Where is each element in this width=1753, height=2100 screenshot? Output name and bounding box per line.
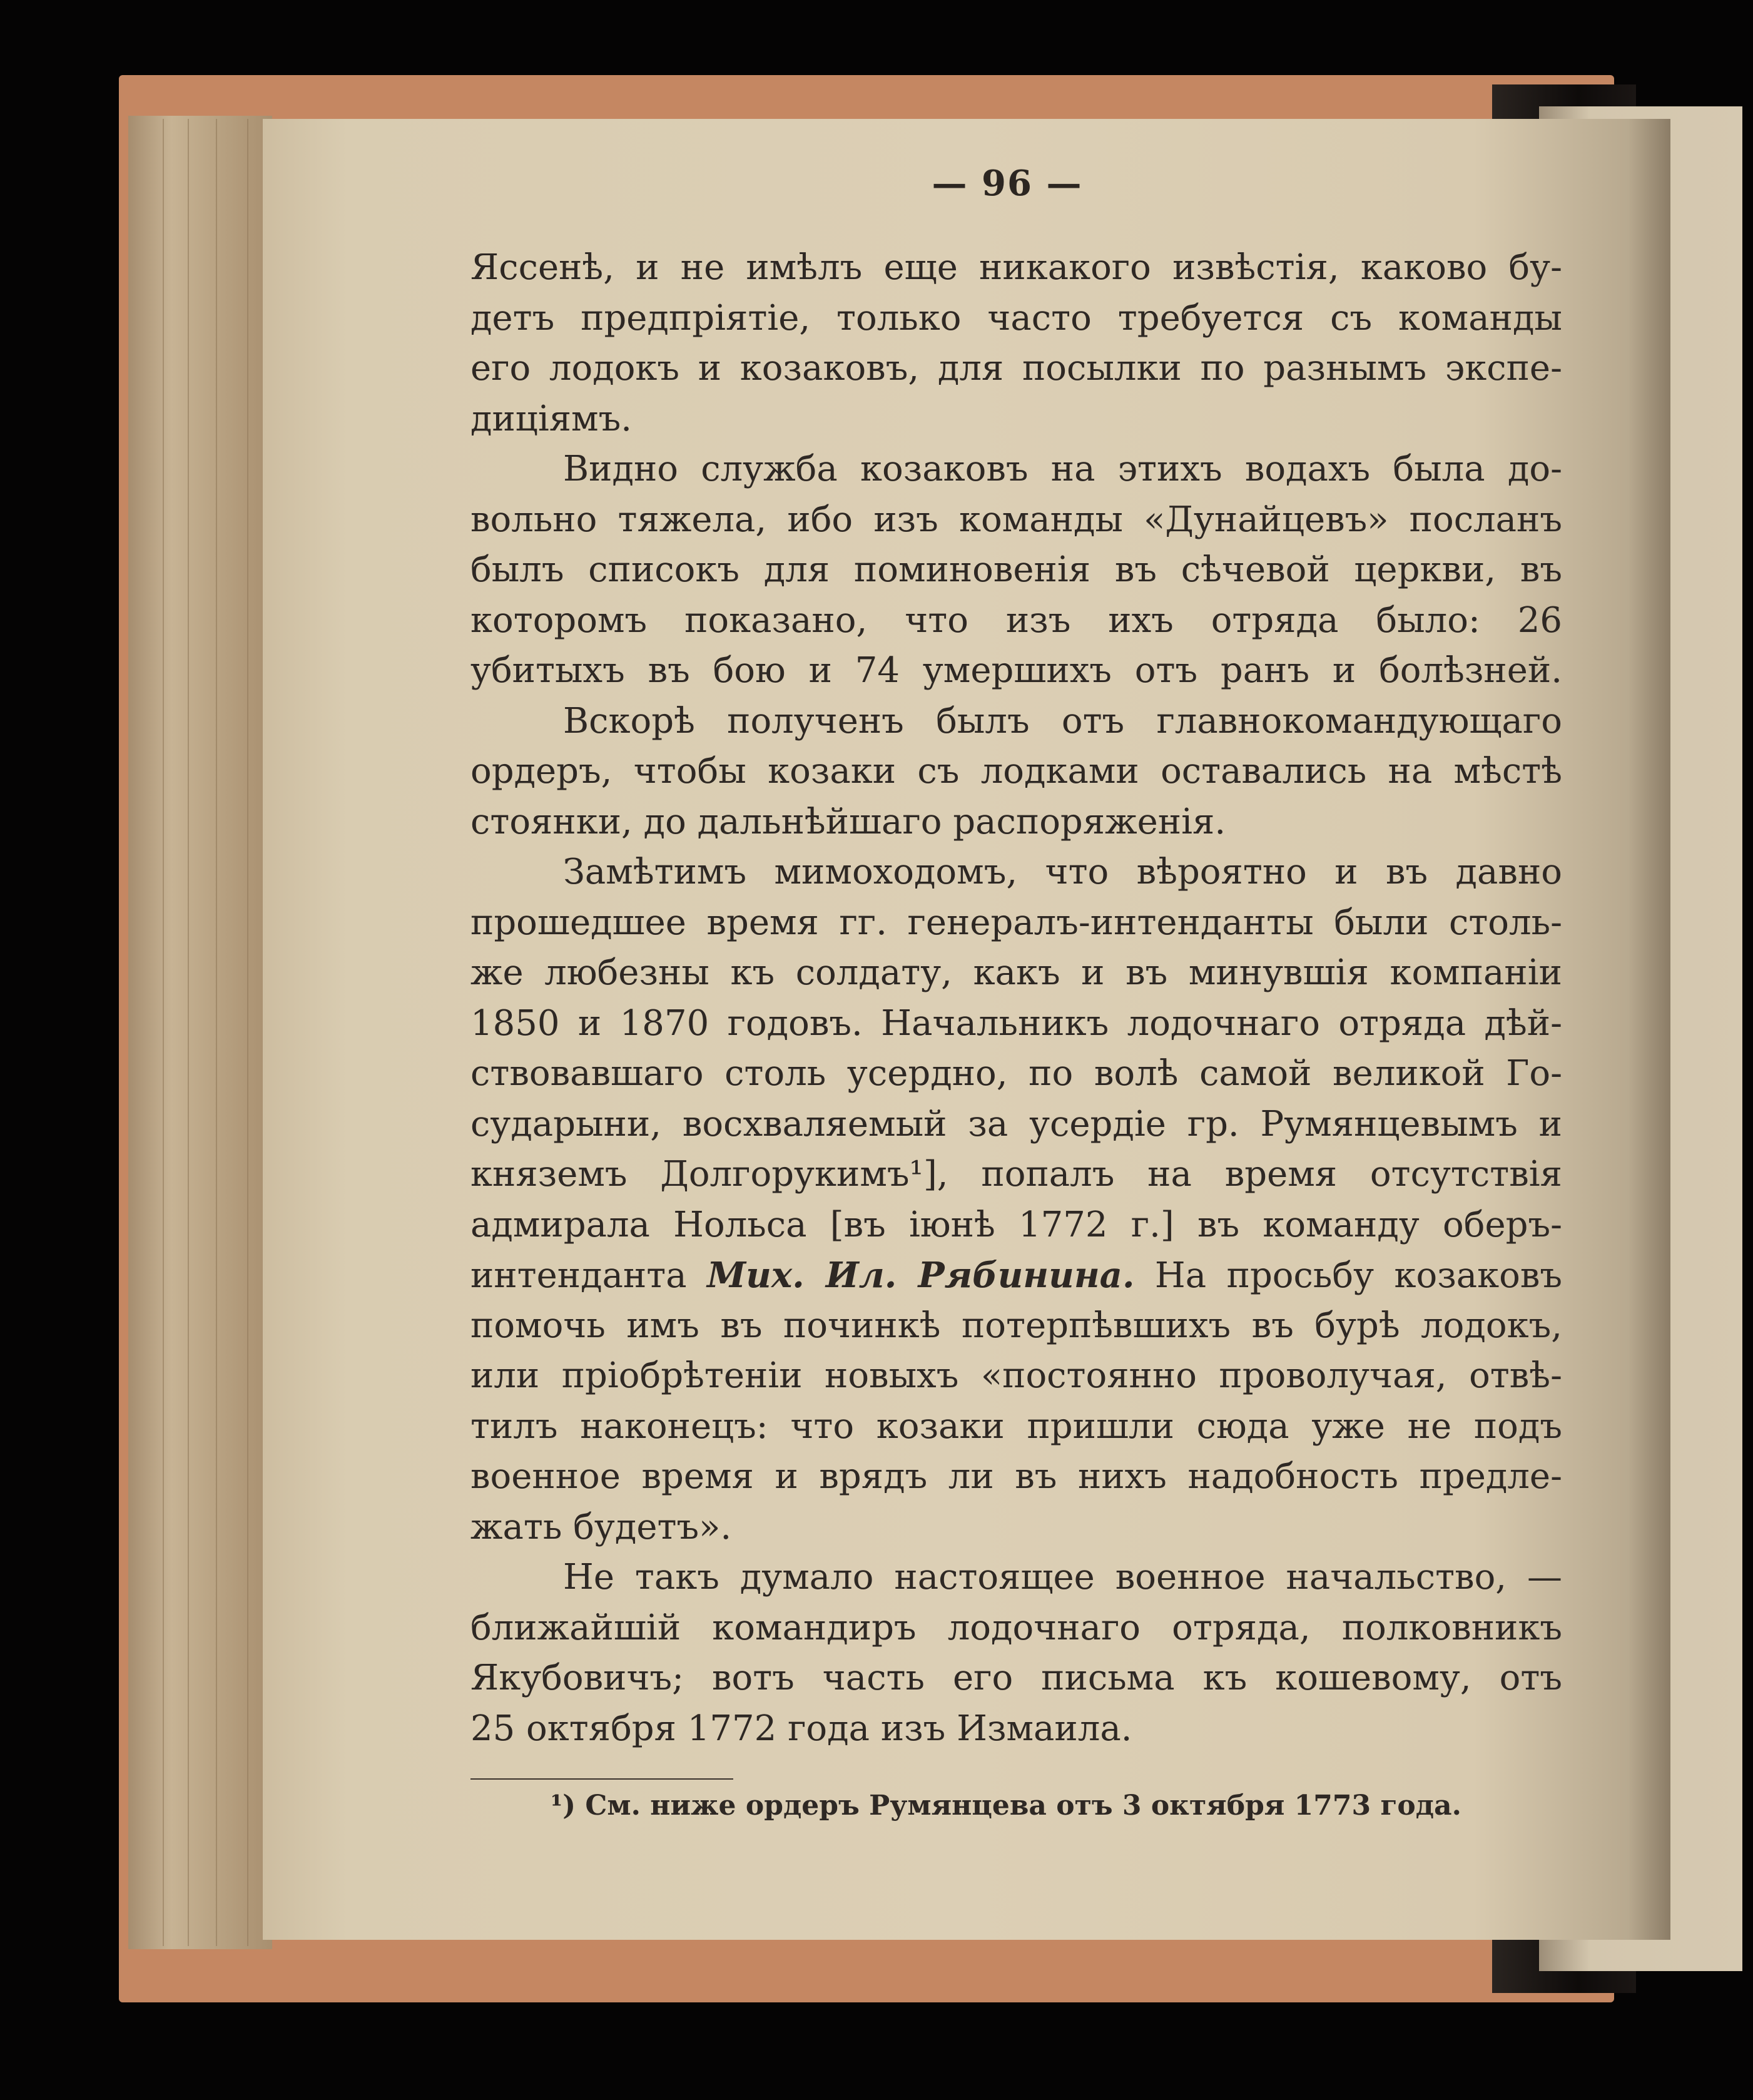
text-segment: На просьбу козаковъ: [1134, 1255, 1563, 1296]
footnote-rule: [470, 1778, 733, 1780]
page-number: — 96 —: [932, 163, 1083, 204]
italic-name: Мих. Ил. Рябинина.: [707, 1255, 1135, 1296]
page-edge-line: [163, 119, 164, 1946]
page-edge-line: [216, 119, 217, 1946]
text-line: убитыхъ въ бою и 74 умершихъ отъ ранъ и болѣзней.: [470, 650, 1562, 691]
text-line: военное время и врядъ ли въ нихъ надобность предле-: [470, 1456, 1562, 1497]
text-line: стоянки, до дальнѣйшаго распоряженія.: [470, 801, 1226, 842]
footnote: ¹) См. ниже ордеръ Румянцева отъ 3 октября 1773 года.: [551, 1790, 1461, 1822]
paragraph-start-line: Видно служба козаковъ на этихъ водахъ была до-: [563, 449, 1562, 489]
text-line: ствовавшаго столь усердно, по волѣ самой великой Го-: [470, 1053, 1562, 1094]
text-line: тилъ наконецъ: что козаки пришли сюда уже не подъ: [470, 1405, 1562, 1447]
body-text: [470, 243, 1562, 1754]
text-line: ближайшій командиръ лодочнаго отряда, полковникъ: [470, 1607, 1562, 1648]
page-edge-line: [188, 119, 189, 1946]
text-line: диціямъ.: [470, 398, 633, 439]
text-line: сударыни, восхваляемый за усердіе гр. Румянцевымъ и: [470, 1103, 1562, 1144]
page-edge-line: [247, 119, 248, 1946]
text-line: 25 октября 1772 года изъ Измаила.: [470, 1708, 1132, 1749]
text-line: жать будетъ».: [470, 1506, 732, 1547]
text-line: же любезны къ солдату, какъ и въ минувшія компаніи: [470, 952, 1562, 993]
text-line: вольно тяжела, ибо изъ команды «Дунайцевъ» посланъ: [470, 499, 1562, 540]
text-line: былъ списокъ для поминовенія въ сѣчевой церкви, въ: [470, 549, 1562, 590]
text-line: или пріобрѣтеніи новыхъ «постоянно проволучая, отвѣ-: [470, 1355, 1562, 1396]
text-line: которомъ показано, что изъ ихъ отряда было: 26: [470, 599, 1562, 641]
paragraph-start-line: Вскорѣ полученъ былъ отъ главнокомандующаго: [563, 700, 1562, 742]
text-line: его лодокъ и козаковъ, для посылки по разнымъ экспе-: [470, 348, 1562, 389]
text-line: княземъ Долгорукимъ¹], попалъ на время отсутствія: [470, 1154, 1562, 1195]
paragraph-start-line: Замѣтимъ мимоходомъ, что вѣроятно и въ давно: [563, 852, 1562, 892]
paragraph-start-line: Не такъ думало настоящее военное начальство, —: [563, 1557, 1562, 1598]
text-line: адмирала Нольса [въ іюнѣ 1772 г.] въ команду оберъ-: [470, 1204, 1562, 1245]
text-segment: интенданта: [470, 1255, 708, 1296]
text-line: помочь имъ въ починкѣ потерпѣвшихъ въ бурѣ лодокъ,: [470, 1305, 1562, 1346]
page-stack-edge: [128, 116, 272, 1949]
text-line: детъ предпріятіе, только часто требуется съ команды: [470, 297, 1562, 339]
text-line: 1850 и 1870 годовъ. Начальникъ лодочнаго отряда дѣй-: [470, 1002, 1562, 1044]
text-line: Яссенѣ, и не имѣлъ еще никакого извѣстія, каково бу-: [470, 247, 1562, 288]
text-line-with-name: [470, 1250, 1562, 1301]
text-line: Якубовичъ; вотъ часть его письма къ кошевому, отъ: [470, 1658, 1562, 1698]
text-line: прошедшее время гг. генералъ-интенданты были столь-: [470, 902, 1562, 943]
text-line: ордеръ, чтобы козаки съ лодками оставались на мѣстѣ: [470, 751, 1562, 792]
